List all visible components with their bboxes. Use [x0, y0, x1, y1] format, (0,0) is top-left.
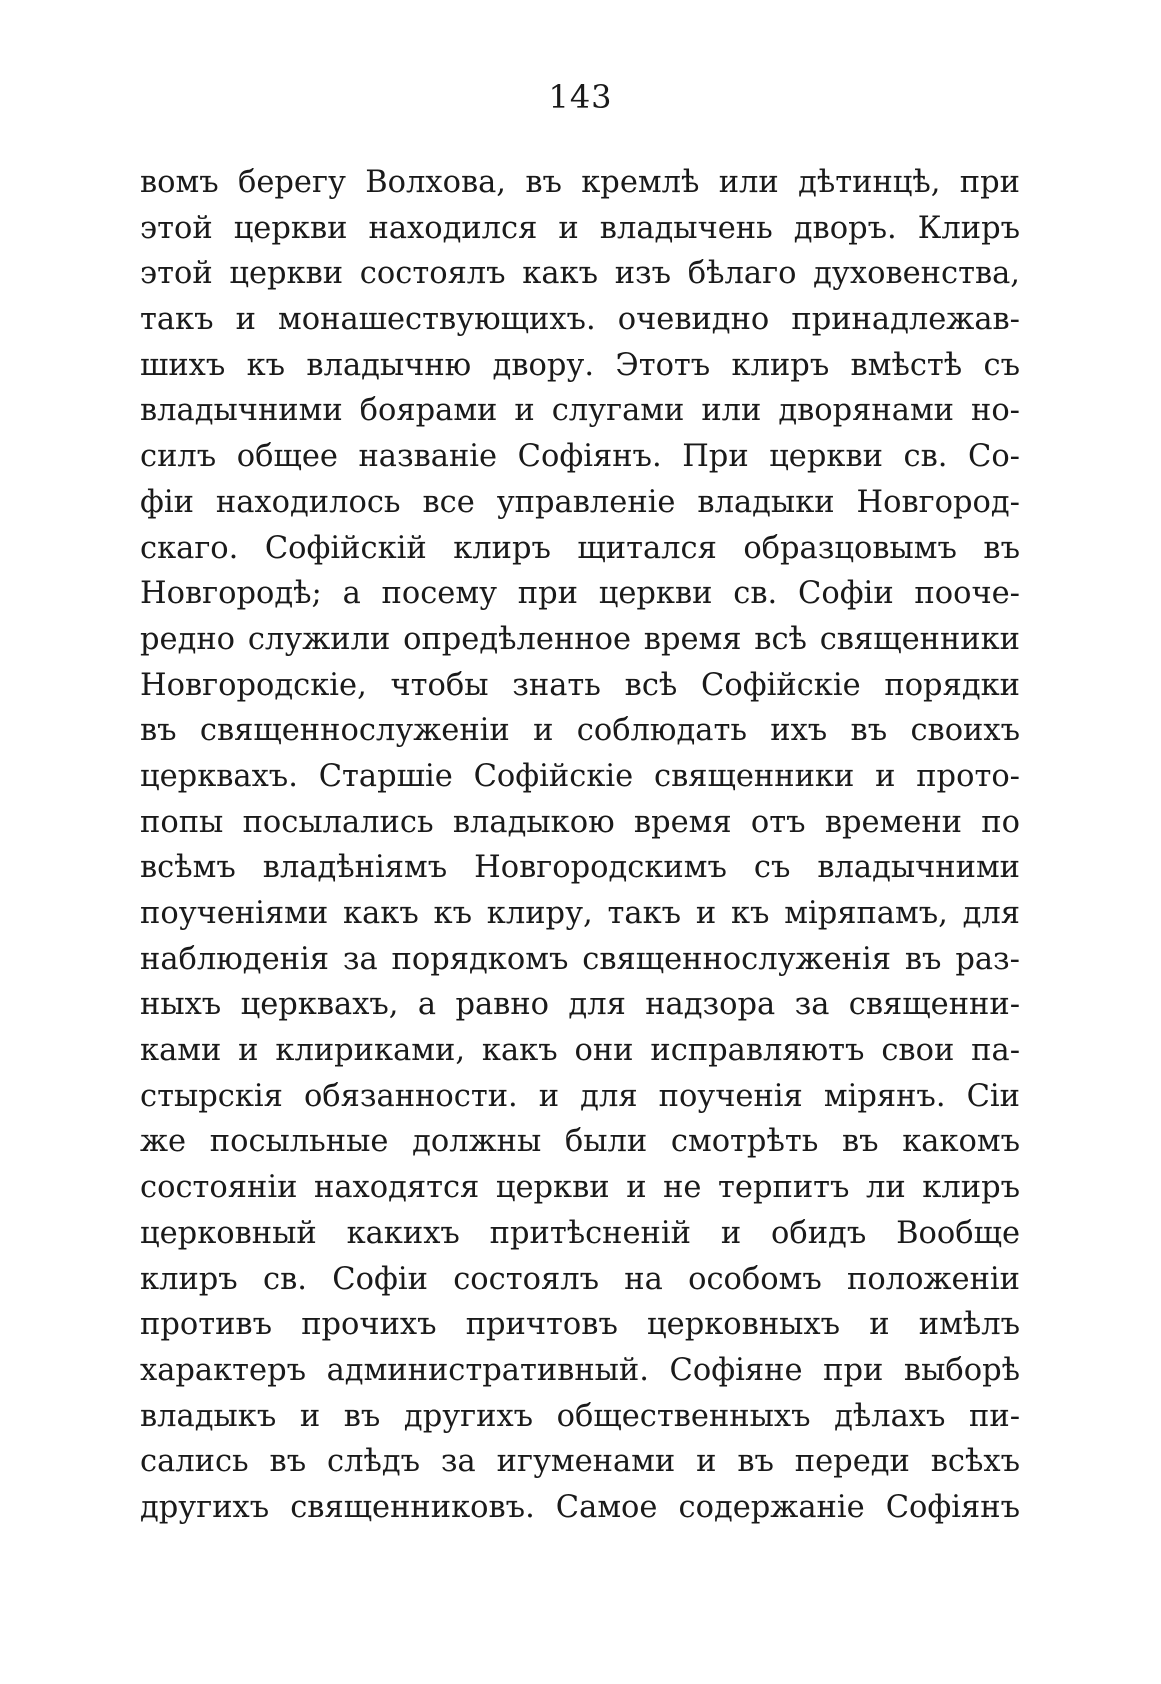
text-line: попы посылались владыкою время отъ времени по — [140, 804, 1020, 840]
text-line: силъ общее названіе Софіянъ. При церкви св. Со- — [140, 439, 1020, 475]
text-line: шихъ къ владычню двору. Этотъ клиръ вмѣстѣ съ — [140, 347, 1020, 383]
page-number: 143 — [548, 78, 613, 116]
text-line: стырскія обязанности. и для поученія мірянъ. Сіи — [140, 1078, 1020, 1114]
text-line: ныхъ церквахъ, а равно для надзора за священни- — [140, 987, 1020, 1023]
text-line: Новгородскіе, чтобы знать всѣ Софійскіе порядки — [140, 667, 1020, 703]
text-line: вомъ берегу Волхова, въ кремлѣ или дѣтинцѣ, при — [140, 165, 1020, 200]
text-line: противъ прочихъ причтовъ церковныхъ и имѣлъ — [140, 1307, 1020, 1343]
text-line: сались въ слѣдъ за игуменами и въ переди всѣхъ — [140, 1444, 1020, 1480]
text-line: церковный какихъ притѣсненій и обидъ Вообще — [140, 1215, 1020, 1251]
text-line: состояніи находятся церкви и не терпитъ ли клиръ — [140, 1170, 1020, 1206]
text-line: владычними боярами и слугами или дворянами но- — [140, 393, 1020, 429]
text-line: скаго. Софійскій клиръ щитался образцовымъ въ — [140, 530, 1020, 566]
text-line: клиръ св. Софіи состоялъ на особомъ положеніи — [140, 1261, 1020, 1297]
text-line: же посыльные должны были смотрѣть въ какомъ — [140, 1124, 1020, 1160]
text-line: всѣмъ владѣніямъ Новгородскимъ съ владычними — [140, 850, 1020, 886]
text-line: характеръ административный. Софіяне при выборѣ — [140, 1352, 1020, 1388]
text-line: этой церкви находился и владычень дворъ. Клиръ — [140, 210, 1020, 246]
text-line: ками и клириками, какъ они исправляютъ свои па- — [140, 1033, 1020, 1069]
text-line: въ священнослуженіи и соблюдать ихъ въ своихъ — [140, 713, 1020, 749]
text-line: этой церкви состоялъ какъ изъ бѣлаго духовенства, — [140, 256, 1020, 292]
text-line: поученіями какъ къ клиру, такъ и къ міряпамъ, для — [140, 896, 1020, 931]
text-line: церквахъ. Старшіе Софійскіе священники и прото- — [140, 758, 1020, 794]
body-text — [140, 160, 1020, 1531]
text-line: Новгородѣ; а посему при церкви св. Софіи пооче- — [140, 576, 1020, 612]
text-line: редно служили опредѣленное время всѣ священники — [140, 621, 1020, 657]
text-line: наблюденія за порядкомъ священнослуженія въ раз- — [140, 941, 1020, 977]
text-line: другихъ священниковъ. Самое содержаніе Софіянъ — [140, 1489, 1020, 1525]
text-line: владыкъ и въ другихъ общественныхъ дѣлахъ пи- — [140, 1398, 1020, 1434]
text-line: такъ и монашествующихъ. очевидно принадлежав- — [140, 302, 1020, 338]
text-line: фіи находилось все управленіе владыки Новгород- — [140, 484, 1020, 520]
